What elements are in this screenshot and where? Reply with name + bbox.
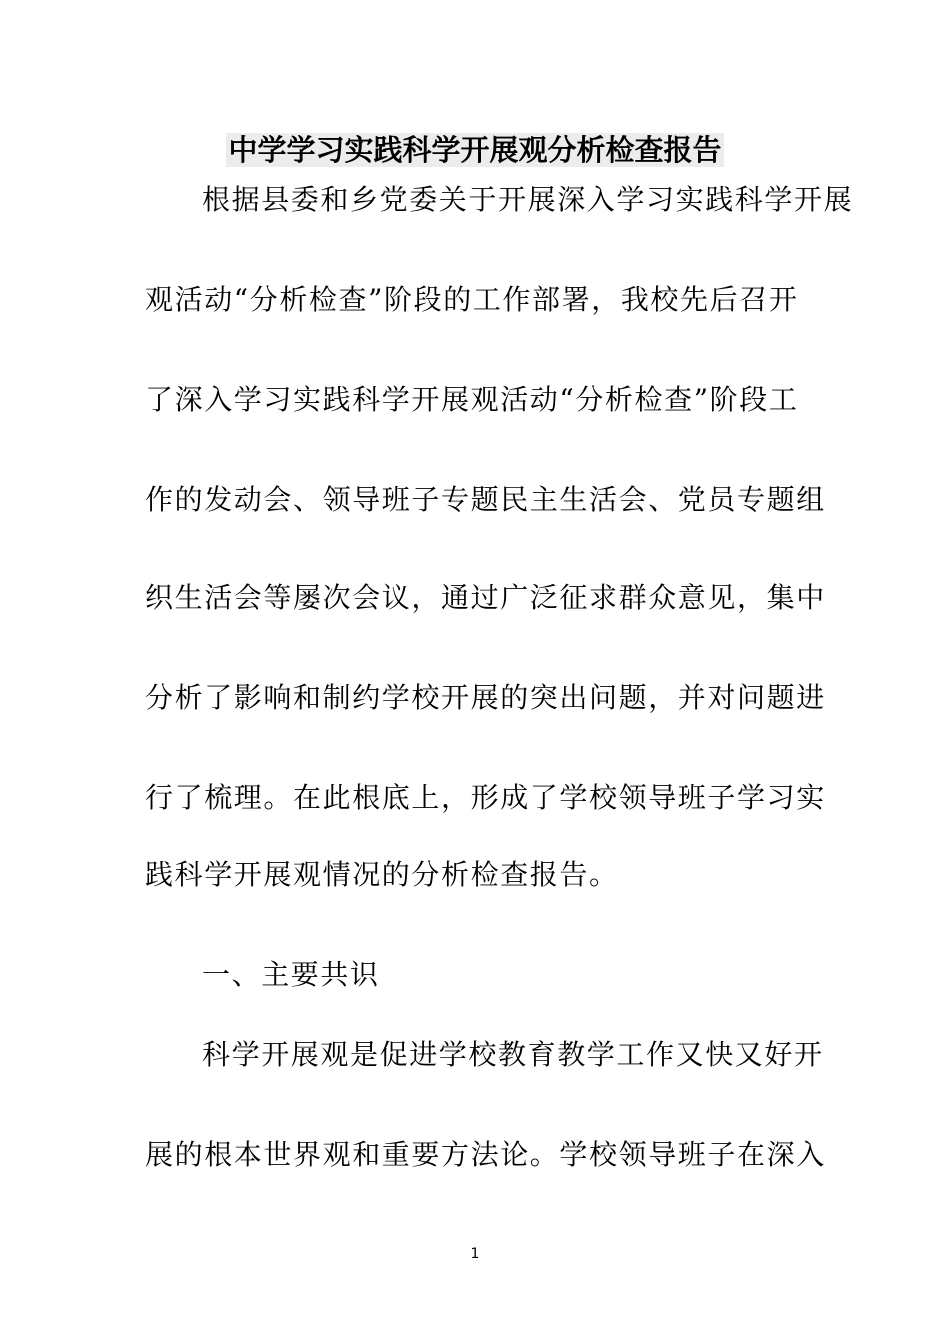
- section-heading: 一、主要共识: [202, 958, 380, 991]
- paragraph-line: 根据县委和乡党委关于开展深入学习实践科学开展: [202, 183, 854, 216]
- paragraph-line: 作的发动会、领导班子专题民主生活会、党员专题组: [145, 483, 826, 516]
- paragraph-line: 观活动“分析检查”阶段的工作部署，我校先后召开: [145, 283, 799, 316]
- page-number: 1: [470, 1246, 480, 1262]
- paragraph-line: 科学开展观是促进学校教育教学工作又快又好开: [202, 1038, 824, 1071]
- paragraph-line: 织生活会等屡次会议，通过广泛征求群众意见，集中: [145, 581, 826, 614]
- paragraph-line: 展的根本世界观和重要方法论。学校领导班子在深入: [145, 1138, 826, 1171]
- paragraph-line: 践科学开展观情况的分析检查报告。: [145, 858, 619, 891]
- paragraph-line: 分析了影响和制约学校开展的突出问题，并对问题进: [145, 681, 826, 714]
- paragraph-line: 行了梳理。在此根底上，形成了学校领导班子学习实: [145, 781, 826, 814]
- document-title: [0, 130, 950, 170]
- document-title-text: 中学学习实践科学开展观分析检查报告: [228, 133, 722, 167]
- paragraph-line: 了深入学习实践科学开展观活动“分析检查”阶段工: [145, 383, 799, 416]
